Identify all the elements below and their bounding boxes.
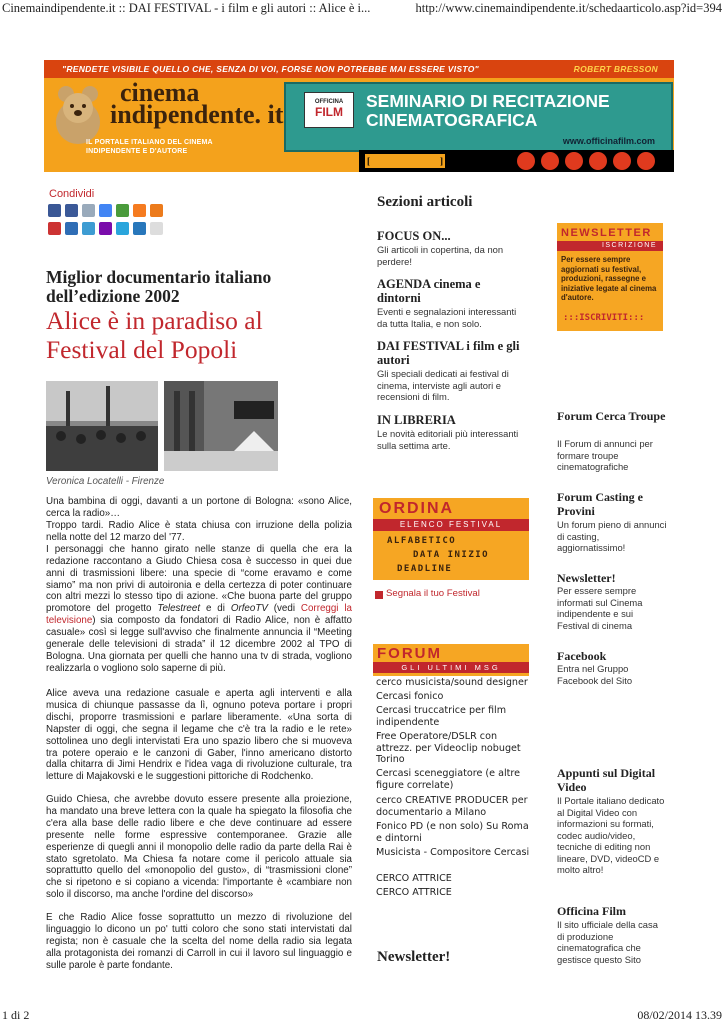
telestreet-em: Telestreet (157, 603, 201, 615)
seminar-url: www.officinafilm.com (562, 136, 655, 146)
digg-icon[interactable] (65, 222, 78, 235)
newsletter-banner-body: Per essere sempre aggiornati su festival, produzioni, rassegne e iniziative legate al cinema d'autore. (561, 255, 657, 303)
site-banner (44, 60, 674, 172)
search-bracket-right: ] (440, 156, 443, 166)
right-link-newsletter[interactable]: Newsletter! (557, 571, 616, 585)
site-logo[interactable] (44, 78, 284, 172)
myspace-icon[interactable] (82, 204, 95, 217)
seminar-ad[interactable] (284, 82, 673, 152)
orfeotv-em: OrfeoTV (230, 603, 268, 615)
section-focus-desc: Gli articoli in copertina, da non perdere! (377, 244, 504, 267)
article-paragraph-4: Guido Chiesa, che avrebbe dovuto essere presente alla proiezione, ha mandato una breve lettera con la quale ha spiegato la filosofia che c'era alla base delle radio libere e che deve continuare ad essere presente nelle forme espressive contemporanee. Grazie alle esperienze di quegli anni il monopolio delle radio da parte della Rai è stato sgretolato. Ma Chiesa fa notare come il pericolo attuale sia soprattutto quello del «monopolio del gusto», di “trasmissioni clone” che si ripetono e si copiano a vicenda: l'importante è «cambiare non solo il discorso, ma anche l'ordine del discorso» (46, 794, 352, 901)
forum-item[interactable]: Fonico PD (e non solo) Su Roma e dintorni (376, 821, 529, 844)
newsletter-banner-title: NEWSLETTER (561, 227, 652, 239)
report-bullet-icon (375, 591, 383, 599)
article-pre-title: Miglior documentario italiano dell’edizione 2002 (46, 267, 272, 306)
stumbleupon-icon[interactable] (82, 222, 95, 235)
right-link-facebook[interactable]: Facebook (557, 649, 607, 663)
search-box[interactable] (365, 154, 445, 168)
nav-icon-3[interactable] (565, 152, 583, 170)
article-paragraph-3: Alice aveva una redazione casuale e aperta agli interventi e alla musica di chiunque passasse da lì, ognuno poteva portare i propri dischi, proporre trasmissioni e parlare liberamente. «Una sorta di Napster di oggi, che segna il legame che c'è tra la radio e le rete» sottolinea uno degli intervistati Era uno spazio libero che si muoveva tra potere operaio e le canzoni di Gaber, l'inno americano distorto dalla chitarra di Jimi Hendrix e l'idea vaga di rivoluzione culturale, tra letture di Majakovski e le suggestioni pittoriche di Rodchenko. (46, 688, 352, 783)
section-libreria-title[interactable]: IN LIBRERIA (377, 413, 456, 427)
print-datetime: 08/02/2014 13.39 (637, 1008, 722, 1022)
right-desc-digital-video: Il Portale italiano dedicato al Digital Video con informazioni su formati, codec audio/video, tecniche di editing non lineare, DVD, videoCD e molto altro! (557, 795, 665, 875)
seminar-title (366, 92, 610, 130)
share-icons (48, 204, 168, 238)
right-link-officina-film[interactable]: Officina Film (557, 904, 626, 918)
newsletter-subscribe-link[interactable]: :::ISCRIVITI::: (563, 313, 645, 323)
article-photo-street (164, 381, 278, 471)
forum-newsletter-heading: Newsletter! (377, 949, 451, 965)
photo-caption: Veronica Locatelli - Firenze (46, 476, 165, 487)
section-agenda-desc: Eventi e segnalazioni interessanti da tutta Italia, e non solo. (377, 306, 517, 329)
forum-banner[interactable] (373, 644, 529, 676)
seminar-line-1: SEMINARIO DI RECITAZIONE (366, 91, 610, 111)
right-desc-forum-casting: Un forum pieno di annunci di casting, aggiornatissimo! (557, 519, 667, 553)
section-festival-desc: Gli speciali dedicati ai festival di cinema, interviste agli autori e recensioni di film. (377, 368, 509, 402)
ordina-deadline[interactable]: DEADLINE (397, 564, 453, 574)
forum-strip (373, 662, 529, 673)
ordina-title: ORDINA (379, 500, 455, 517)
search-bracket-left: [ (367, 156, 370, 166)
forum-item[interactable]: Cercasi truccatrice per film indipendente (376, 705, 507, 728)
section-festival-title[interactable]: DAI FESTIVAL i film e gli autori (377, 339, 520, 367)
right-desc-officina-film: Il sito ufficiale della casa di produzione cinematografica che gestisce questo Sito (557, 919, 658, 965)
logo-subtitle (86, 138, 213, 156)
netvibes-icon[interactable] (133, 222, 146, 235)
right-desc-facebook: Entra nel Gruppo Facebook del Sito (557, 663, 633, 686)
forum-item[interactable]: CERCO ATTRICE (376, 887, 452, 898)
facebook-icon[interactable] (65, 204, 78, 217)
logo-sub-line-2: INDIPENDENTE E D'AUTORE (86, 148, 188, 155)
quote-author: ROBERT BRESSON (573, 64, 658, 74)
nav-icon-6[interactable] (637, 152, 655, 170)
right-link-digital-video[interactable]: Appunti sul Digital Video (557, 766, 656, 794)
officina-logo-bottom: FILM (315, 105, 343, 119)
right-desc-newsletter: Per essere sempre informati sul Cinema indipendente e sui Festival di cinema (557, 585, 643, 631)
ordina-festival-banner[interactable] (373, 498, 529, 580)
article-paragraph-2 (46, 520, 352, 675)
ordina-data-inizio[interactable]: DATA INIZIO (413, 550, 490, 560)
report-festival-link[interactable]: Segnala il tuo Festival (386, 588, 480, 599)
officina-film-logo (304, 92, 354, 128)
officina-logo-top: OFFICINA (314, 99, 344, 105)
logo-line-2: indipendente. it (110, 100, 284, 129)
forum-item[interactable]: Musicista - Compositore Cercasi (376, 847, 530, 858)
logo-line-1: cinema (120, 78, 200, 107)
delicious-icon[interactable] (48, 204, 61, 217)
forum-item[interactable]: cerco CREATIVE PRODUCER per documentario a Milano (376, 795, 528, 818)
paragraph-2-lead: Troppo tardi. Radio Alice è stata chiusa con irruzione della polizia nella notte del 12 marzo del '77. (46, 520, 352, 543)
seminar-line-2: CINEMATOGRAFICA (366, 110, 538, 130)
logo-text (110, 78, 284, 129)
paragraph-2-part-1: I personaggi che hanno girato nelle stanze di quella che era la redazione raccontano a Giudo Chiesa cosa è successo in quei due anni di trasmissioni libere: una specie di “come eravamo e come siamo” ma non privi di autoironia e della certezza di poter continuare con altri mezzi lo stesso tipo di azione. «Che buona parte del gruppo promotore del progetto (46, 543, 352, 615)
section-focus-title[interactable]: FOCUS ON... (377, 229, 451, 243)
article-photo-protest (46, 381, 158, 471)
google-icon[interactable] (99, 204, 112, 217)
share-label: Condividi (49, 188, 95, 200)
quote-bar (44, 60, 674, 78)
sections-heading: Sezioni articoli (377, 194, 473, 210)
windows-live-icon[interactable] (116, 222, 129, 235)
technorati-icon[interactable] (116, 204, 129, 217)
logo-sub-line-1: IL PORTALE ITALIANO DEL CINEMA (86, 139, 213, 146)
right-desc-forum-troupe: Il Forum di annunci per formare troupe cinematografiche (557, 438, 653, 472)
forum-item[interactable]: Free Operatore/DSLR con attrezz. per Videoclip nobuget Torino (376, 731, 521, 765)
print-page-title: Cinemaindipendente.it :: DAI FESTIVAL - i film e gli autori :: Alice è i... (2, 1, 371, 15)
reddit-icon[interactable] (48, 222, 61, 235)
forum-title: FORUM (377, 645, 442, 662)
paragraph-2-part-3: (vedi (267, 603, 301, 615)
section-libreria-desc: Le novità editoriali più interessanti sulla settima arte. (377, 428, 519, 451)
ok-no-icon[interactable] (150, 222, 163, 235)
forum-subtitle: GLI ULTIMI MSG (401, 663, 501, 672)
print-page-number: 1 di 2 (2, 1008, 30, 1022)
forum-item[interactable]: cerco musicista/sound designer (376, 677, 528, 688)
oknotizie-icon[interactable] (150, 204, 163, 217)
section-agenda-title[interactable]: AGENDA cinema e dintorni (377, 277, 481, 305)
stumble-icon[interactable] (133, 204, 146, 217)
newsletter-banner-subtitle: ISCRIZIONE (601, 242, 657, 249)
ordina-alfabetico[interactable]: ALFABETICO (387, 536, 457, 546)
right-link-forum-troupe[interactable]: Forum Cerca Troupe (557, 409, 666, 423)
paragraph-2-part-2: e di (200, 603, 231, 615)
nav-icon-5[interactable] (613, 152, 631, 170)
correggi-la-televisione-link[interactable]: Correggi la televisione (46, 603, 353, 627)
paragraph-2-part-4: ) sia composto da fondatori di Radio Alice, non è affatto casuale» così si legge sull'avviso che finalmente annuncia il “Meeting generale delle televisioni di strada” il 12 dicembre 2002 al TPO di Bologna. Una giornata per quelli che hanno una tv di strada, vogliono realizzarla o vogliono solo saperne di più. (46, 615, 352, 674)
right-link-forum-casting[interactable]: Forum Casting e Provini (557, 490, 643, 518)
nav-icon-1[interactable] (517, 152, 535, 170)
print-page-url: http://www.cinemaindipendente.it/schedaarticolo.asp?id=394 (415, 1, 722, 15)
article-paragraph-5: E che Radio Alice fosse soprattutto un mezzo di rivoluzione del linguaggio lo dicono un po' tutti coloro che sono stati intervistati dal regista; non è casuale che la scelta del nome della radio sia legata alla protagonista dei romanzi di Carroll in cui il lavoro sul linguaggio e sulle parole è parte fondante. (46, 912, 352, 971)
banner-nav-bar (359, 150, 674, 172)
nav-icon-4[interactable] (589, 152, 607, 170)
article-title: Alice è in paradiso al Festival del Popoli (46, 306, 263, 364)
article-paragraph-1: Una bambina di oggi, davanti a un portone di Bologna: «sono Alice, cerca la radio»… (46, 496, 352, 519)
bresson-quote: "RENDETE VISIBILE QUELLO CHE, SENZA DI VOI, FORSE NON POTREBBE MAI ESSERE VISTO" (62, 64, 479, 74)
yahoo-icon[interactable] (99, 222, 112, 235)
ordina-strip (373, 519, 529, 531)
forum-item[interactable]: CERCO ATTRICE (376, 873, 452, 884)
newsletter-banner[interactable] (557, 223, 663, 331)
nav-icon-2[interactable] (541, 152, 559, 170)
newsletter-strip (557, 241, 663, 251)
forum-item[interactable]: Cercasi fonico (376, 691, 444, 702)
forum-item[interactable]: Cercasi sceneggiatore (e altre figure correlate) (376, 768, 521, 791)
ordina-elenco: ELENCO FESTIVAL (399, 520, 503, 529)
